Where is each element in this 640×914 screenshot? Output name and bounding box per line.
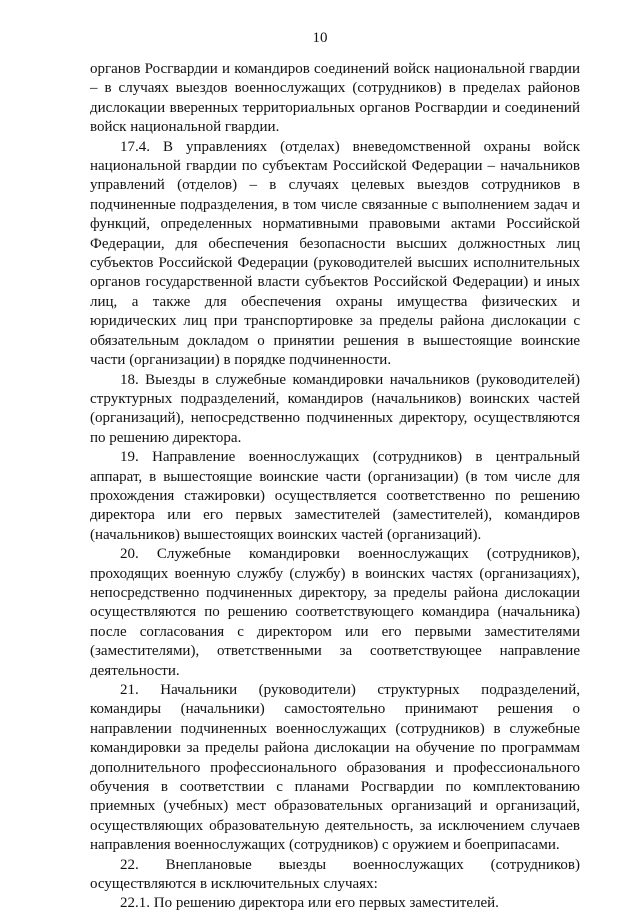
page-number: 10 <box>312 30 328 46</box>
paragraph-continuation: органов Росгвардии и командиров соединений войск национальной гвардии – в случаях выездов военнослужащих (сотрудников) в пределах районов дислокации вверенных территориальных органов Росгвардии и соединений войск национальной гвардии. <box>90 61 580 136</box>
paragraph-19: 19. Направление военнослужащих (сотрудников) в центральный аппарат, в вышестоящие воинские части (организации) (в том числе для прохождения стажировки) осуществляется соответственно по решению директора или его первых заместителей (заместителей), командиров (начальников) вышестоящих воинских частей (организаций). <box>90 449 580 543</box>
paragraph-22-1: 22.1. По решению директора или его первых заместителей. <box>120 895 499 912</box>
paragraph-21: 21. Начальники (руководители) структурных подразделений, командиры (начальники) самостоятельно принимают решения о направлении подчиненных военнослужащих (сотрудников) в служебные командировки за пределы района дислокации на обучение по программам дополнительного профессионального образования и профессионального обучения в соответствии с планами Росгвардии по комплектованию приемных (учебных) мест образовательных организаций и организаций, осуществляющих образовательную деятельность, за исключением случаев направления военнослужащих (сотрудников) с оружием и боеприпасами. <box>90 682 580 854</box>
paragraph-22: 22. Внеплановые выезды военнослужащих (сотрудников) осуществляются в исключительных случаях: <box>90 856 580 893</box>
paragraph-18: 18. Выезды в служебные командировки начальников (руководителей) структурных подразделений, командиров (начальников) воинских частей (организаций), непосредственно подчиненных директору, осуществляются по решению директора. <box>90 371 580 446</box>
paragraph-20: 20. Служебные командировки военнослужащих (сотрудников), проходящих военную службу (службу) в воинских частях (организациях), непосредственно подчиненных директору, за пределы района дислокации осуществляются по решению соответствующего командира (начальника) после согласования с директором или его первыми заместителями (заместителями), ответственными за соответствующее направление деятельности. <box>90 546 580 679</box>
paragraph-17-4: 17.4. В управлениях (отделах) вневедомственной охраны войск национальной гвардии по субъектам Российской Федерации – начальников управлений (отделов) – в случаях целевых выездов сотрудников в подчиненные подразделения, в том числе связанные с выполнением задач и функций, определенных нормативными правовыми актами Российской Федерации, для обеспечения безопасности высших должностных лиц субъектов Российской Федерации (руководителей высших исполнительных органов государственной власти субъектов Российской Федерации) и иных лиц, а также для обеспечения охраны имущества физических и юридических лиц при транспортировке за пределы района дислокации с обязательным докладом о принятии решения в вышестоящие воинские части (организации) в порядке подчиненности. <box>90 138 580 369</box>
document-body <box>90 60 580 914</box>
